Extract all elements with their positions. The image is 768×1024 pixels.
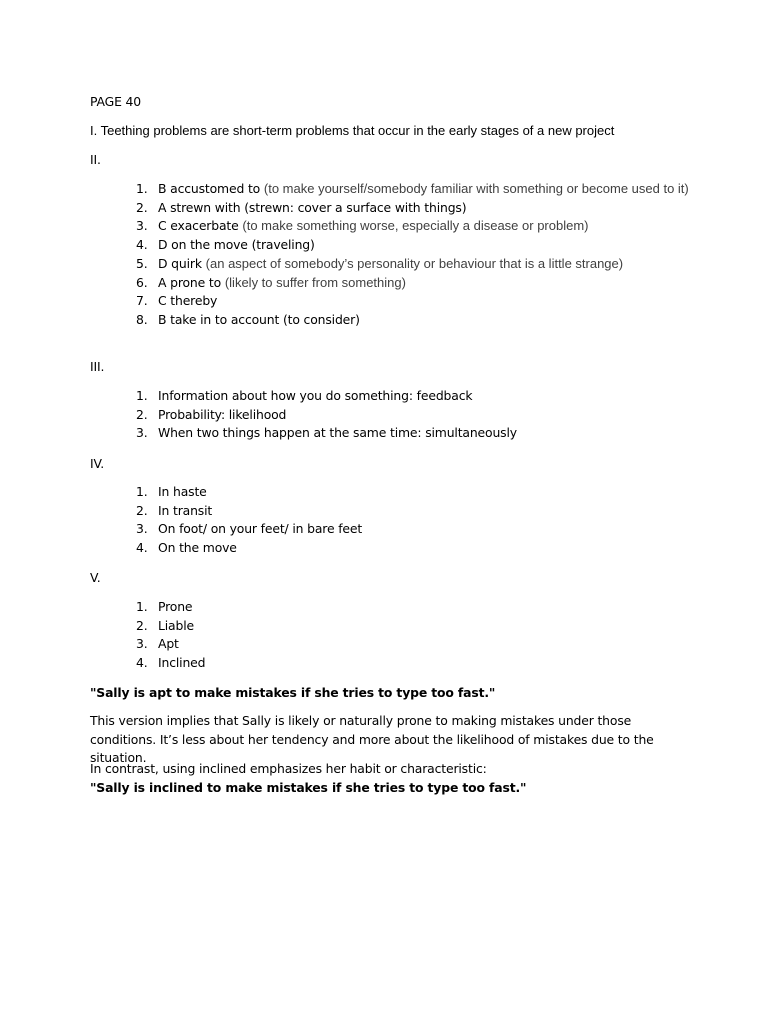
list-item: 3. Apt [136, 636, 179, 652]
list-item: 4. On the move [136, 540, 237, 556]
section-5-list [130, 598, 690, 673]
page-label: PAGE 40 [90, 94, 142, 109]
section-5-heading: V. [90, 570, 101, 585]
section-2-heading: II. [90, 152, 101, 167]
section-3-list [130, 387, 690, 443]
list-item: 6. A prone to (likely to suffer from something) [136, 274, 406, 290]
section-4-heading: IV. [90, 456, 105, 471]
list-item: 1. B accustomed to (to make yourself/somebody familiar with something or become used to it) [136, 181, 689, 196]
list-item: 1. Prone [136, 599, 193, 614]
list-item: 1. In haste [136, 484, 207, 499]
list-item: 4. Inclined [136, 655, 206, 671]
explanation-paragraph: This version implies that Sally is likely or naturally prone to making mistakes under those conditions. It’s less about her tendency and more about the likelihood of mistakes due to the situation. [90, 713, 654, 766]
list-item: 2. A strewn with (strewn: cover a surface with things) [136, 199, 467, 215]
list-item: 2. Liable [136, 617, 194, 633]
section-1-text: I. Teething problems are short-term problems that occur in the early stages of a new project [90, 123, 615, 138]
contrast-line: In contrast, using inclined emphasizes her habit or characteristic: [90, 761, 487, 776]
example-sentence-apt: "Sally is apt to make mistakes if she tries to type too fast." [90, 685, 496, 700]
list-item: 2. Probability: likelihood [136, 406, 287, 422]
list-item: 3. When two things happen at the same time: simultaneously [136, 425, 517, 441]
section-3-heading: III. [90, 359, 105, 374]
list-item: 3. On foot/ on your feet/ in bare feet [136, 521, 363, 537]
section-4-list [130, 483, 690, 558]
list-item: 2. In transit [136, 502, 213, 518]
list-item: 5. D quirk (an aspect of somebody’s personality or behaviour that is a little strange) [136, 255, 624, 271]
list-item: 1. Information about how you do something: feedback [136, 388, 473, 403]
list-item: 7. C thereby [136, 293, 218, 309]
list-item: 3. C exacerbate (to make something worse, especially a disease or problem) [136, 218, 589, 234]
example-sentence-inclined: "Sally is inclined to make mistakes if she tries to type too fast." [90, 780, 527, 795]
list-item: 4. D on the move (traveling) [136, 237, 315, 253]
list-item: 8. B take in to account (to consider) [136, 311, 360, 327]
section-2-list [130, 180, 690, 330]
